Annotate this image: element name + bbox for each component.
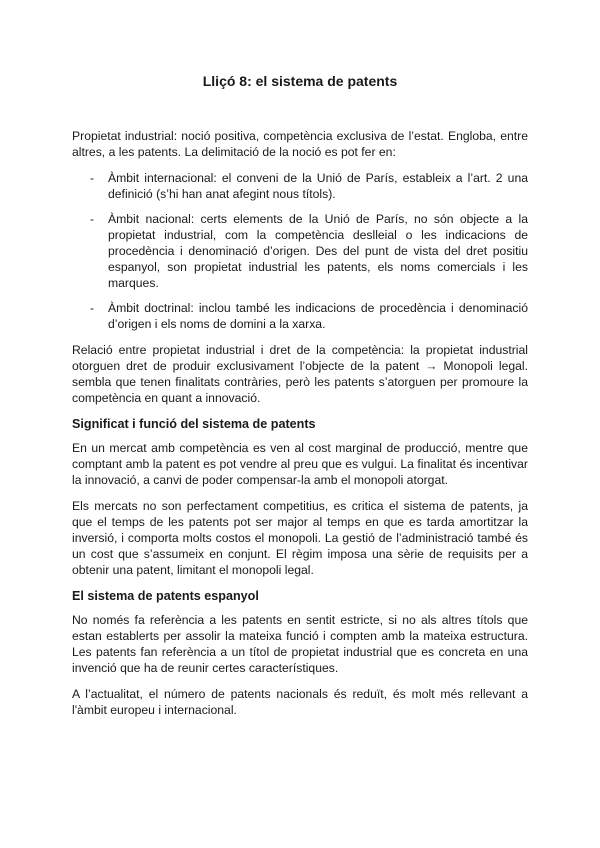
section1-paragraph: En un mercat amb competència es ven al cost marginal de producció, mentre que comptant amb la patent es pot vendre al preu que es vulgui. La finalitat és incentivar la innovació, a canvi de poder compensar-la amb el monopoli atorgat.: [72, 441, 528, 487]
list-item-text: Àmbit doctrinal: inclou també les indicacions de procedència i denominació d’origen i els noms de domini a la xarxa.: [108, 301, 528, 331]
relation-paragraph: Relació entre propietat industrial i dret de la competència: la propietat industrial otorguen dret de produir exclusivament l’objecte de la patent → Monopoli legal. sembla que tenen finalitats contràries, però les patents s’atorguen per promoure la competència en quant a innovació.: [72, 343, 528, 405]
section-heading-significat: Significat i funció del sistema de patents: [72, 417, 316, 431]
section-heading-espanyol: El sistema de patents espanyol: [72, 589, 259, 603]
list-item-text: Àmbit internacional: el conveni de la Unió de París, estableix a l’art. 2 una definició (s’hi han anat afegint nous títols).: [108, 171, 528, 201]
list-item: [72, 300, 528, 332]
dash-bullet: -: [90, 212, 95, 226]
dash-bullet: -: [90, 171, 95, 185]
document-page: [72, 72, 528, 728]
section2-paragraph: No només fa referència a les patents en sentit estricte, si no als altres títols que estan establerts per assolir la mateixa funció i compten amb la mateixa estructura. Les patents fan referència a un títol de propietat industrial que es concreta en una invenció que ha de reunir certes característiques.: [72, 613, 528, 675]
section2-paragraph: A l’actualitat, el número de patents nacionals és reduït, és molt més rellevant a l'àmbit europeu i internacional.: [72, 687, 528, 717]
list-item: [72, 170, 528, 202]
document-title: Lliçó 8: el sistema de patents: [202, 73, 398, 89]
intro-paragraph: Propietat industrial: noció positiva, competència exclusiva de l’estat. Engloba, entre altres, a les patents. La delimitació de la noció es pot fer en:: [72, 129, 528, 159]
dash-bullet: -: [90, 301, 95, 315]
scope-list: [72, 170, 528, 332]
list-item: [72, 211, 528, 291]
list-item-text: Àmbit nacional: certs elements de la Unió de París, no són objecte a la propietat industrial, com la competència deslleial o les indicacions de procedència i denominació d’origen. Des del punt de vista del dret positiu espanyol, son propietat industrial les patents, els noms comercials i les marques.: [108, 212, 528, 290]
section1-paragraph: Els mercats no son perfectament competitius, es critica el sistema de patents, ja que el temps de les patents pot ser major al temps en que es tarda amortitzar la inversió, i comporta molts costos el monopoli. La gestió de l’administració també és un cost que s’assumeix en conjunt. El règim imposa una sèrie de requisits per a obtenir una patent, limitant el monopoli legal.: [72, 499, 528, 577]
